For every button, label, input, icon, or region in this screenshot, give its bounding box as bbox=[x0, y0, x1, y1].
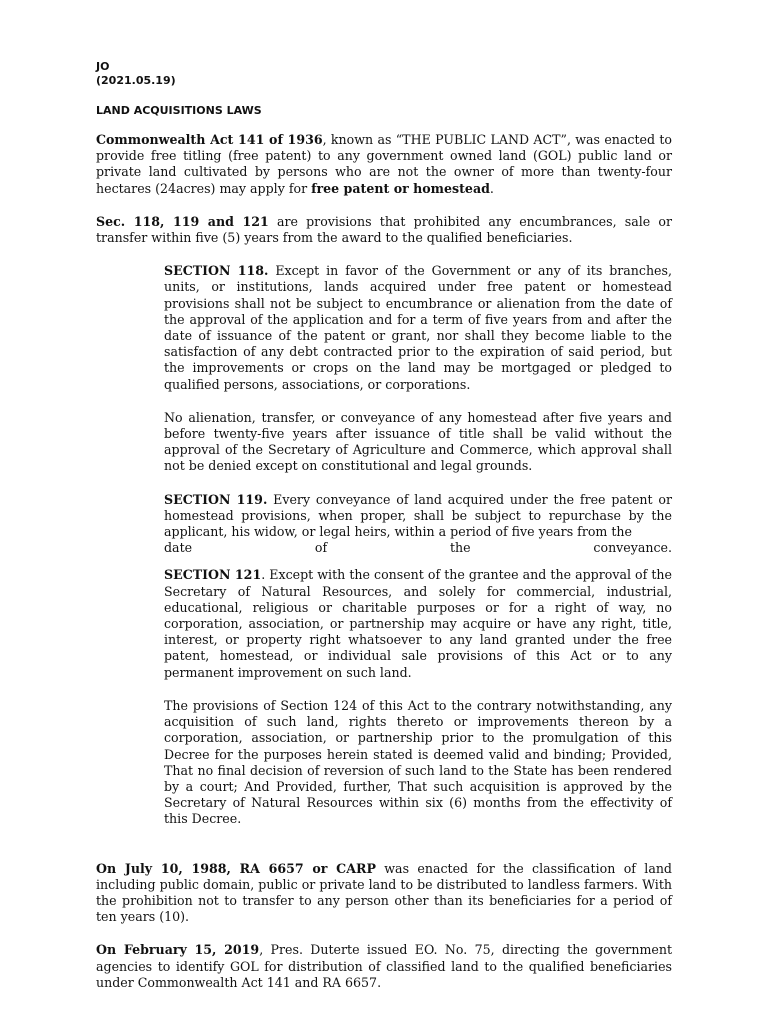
carp-paragraph bbox=[96, 861, 672, 926]
intro-text: , known as “THE PUBLIC LAND ACT”, was enacted to provide free titling (free patent) to any government owned land (GOL) public land or private land cultivated by persons who are not the owner of more than twenty-four hectares (24acres) may apply for bbox=[96, 132, 672, 196]
document-title: LAND ACQUISITIONS LAWS bbox=[96, 104, 262, 117]
carp-text: was enacted for the classification of land including public domain, public or private land to be distributed to landless farmers. With the prohibition not to transfer to any person other than its beneficiaries for a period of ten years (10). bbox=[96, 860, 672, 925]
section-119-heading: SECTION 119. bbox=[164, 491, 268, 507]
carp-lead: On July 10, 1988, RA 6657 or CARP bbox=[96, 860, 376, 876]
section-118-paragraph-2: No alienation, transfer, or conveyance of any homestead after five years and before twenty-five years after issuance of title shall be valid without the approval of the Secretary of Agriculture and Commerce, which approval shall not be denied except on constitutional and legal grounds. bbox=[164, 409, 672, 474]
section-118-paragraph bbox=[164, 263, 672, 393]
section-121-paragraph bbox=[164, 567, 672, 680]
eo75-text: , Pres. Duterte issued EO. No. 75, directing the government agencies to identify GOL for distribution of classified land to the qualified beneficiaries under Commonwealth Act 141 and RA 6657. bbox=[96, 942, 673, 990]
document-page bbox=[96, 60, 672, 991]
section-121-text: . Except with the consent of the grantee and the approval of the Secretary of Natural Resources, and solely for commercial, industrial, educational, religious or charitable purposes or for a right of way, no corporation, association, or partnership may acquire or have any right, title, interest, or property right whatsoever to any land granted under the free patent, homestead, or individual sale provisions of this Act or to any permanent improvement on such land. bbox=[164, 567, 672, 680]
quoted-provisions bbox=[164, 263, 672, 827]
sections-summary-paragraph bbox=[96, 214, 672, 246]
intro-bold-tail: free patent or homestead bbox=[311, 180, 490, 196]
section-119-text: Every conveyance of land acquired under the free patent or homestead provisions, when proper, shall be subject to repurchase by the applicant, his widow, or legal heirs, within a period of five years from the bbox=[164, 491, 672, 540]
section-119-paragraph bbox=[164, 492, 672, 541]
intro-lead: Commonwealth Act 141 of 1936 bbox=[96, 132, 323, 147]
intro-paragraph bbox=[96, 132, 672, 197]
document-date: (2021.05.19) bbox=[96, 74, 176, 87]
section-121-heading: SECTION 121 bbox=[164, 567, 262, 583]
intro-end: . bbox=[489, 180, 494, 196]
sections-summary-text: are provisions that prohibited any encumbrances, sale or transfer within five (5) years from the award to the qualified beneficiaries. bbox=[96, 213, 672, 246]
eo75-lead: On February 15, 2019 bbox=[96, 942, 260, 958]
section-121-paragraph-2: The provisions of Section 124 of this Act to the contrary notwithstanding, any acquisition of such land, rights thereto or improvements thereon by a corporation, association, or partnership prior to the promulgation of this Decree for the purposes herein stated is deemed valid and binding; Provided, That no final decision of reversion of such land to the State has been rendered by a court; And Provided, further, That such acquisition is approved by the Secretary of Natural Resources within six (6) months from the effectivity of this Decree. bbox=[164, 697, 672, 827]
section-119-last-line: date of the conveyance. bbox=[164, 540, 672, 556]
sections-summary-lead: Sec. 118, 119 and 121 bbox=[96, 213, 269, 229]
section-118-heading: SECTION 118. bbox=[164, 263, 269, 279]
author-initials: JO bbox=[96, 60, 110, 73]
eo75-paragraph bbox=[96, 942, 672, 991]
section-118-text: Except in favor of the Government or any of its branches, units, or institutions, lands acquired under free patent or homestead provisions shall not be subject to encumbrance or alienation from the date of the approval of the application and for a term of five years from and after the date of issuance of the patent or grant, nor shall they become liable to the satisfaction of any debt contracted prior to the expiration of said period, but the improvements or crops on the land may be mortgaged or pledged to qualified persons, associations, or corporations. bbox=[164, 263, 672, 392]
